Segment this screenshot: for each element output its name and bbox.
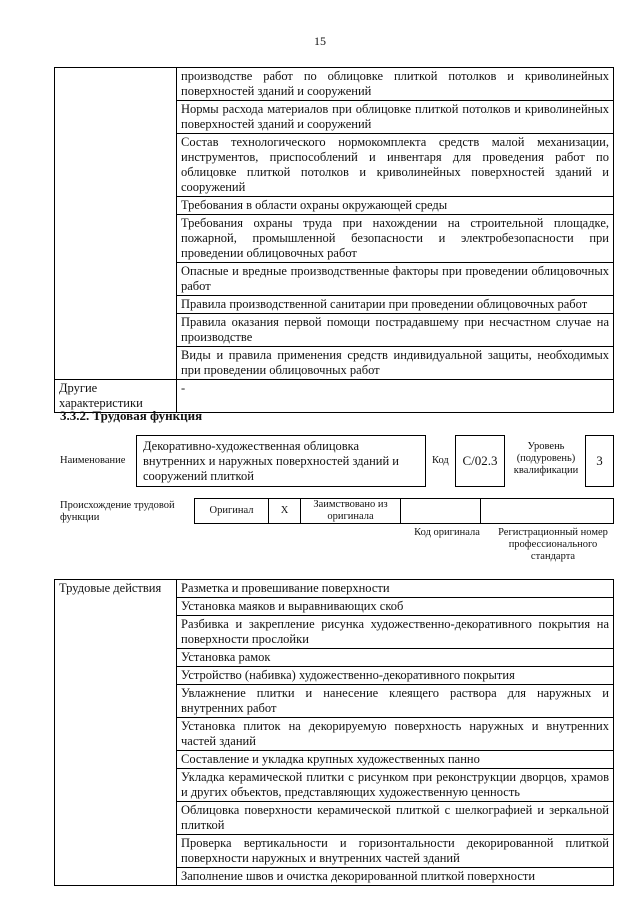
borrowed-label: Заимствовано из оригинала	[301, 499, 401, 524]
knowledge-item: Требования охраны труда при нахождении на строительной площадке, пожарной, промышленной безопасности и электробезопасности при проведении облицовочных работ	[177, 215, 614, 263]
origin-table	[194, 498, 614, 524]
section-heading: 3.3.2. Трудовая функция	[60, 408, 203, 423]
origin-label: Происхождение трудовой функции	[60, 500, 175, 523]
original-mark: X	[269, 499, 301, 524]
function-name-box: Декоративно-художественная облицовка внутренних и наружных поверхностей зданий и сооружений плиткой	[136, 435, 426, 487]
original-label: Оригинал	[195, 499, 269, 524]
reg-number-caption: Регистрационный номер профессионального стандарта	[498, 527, 608, 562]
other-characteristics-label: Другие характеристики	[55, 380, 177, 413]
table-row	[195, 499, 614, 524]
original-code-cell	[401, 499, 481, 524]
reg-number-cell	[481, 499, 614, 524]
knowledge-table	[54, 67, 614, 413]
function-code-box: C/02.3	[455, 435, 505, 487]
other-characteristics-value: -	[177, 380, 614, 413]
action-item: Облицовка поверхности керамической плиткой с шелкографией и зеркальной плиткой	[177, 802, 614, 835]
actions-label: Трудовые действия	[55, 580, 177, 886]
knowledge-item: Правила оказания первой помощи пострадавшему при несчастном случае на производстве	[177, 314, 614, 347]
knowledge-item: Нормы расхода материалов при облицовке плиткой потолков и криволинейных поверхностей зданий и сооружений	[177, 101, 614, 134]
table-row	[55, 68, 614, 101]
action-item: Разбивка и закрепление рисунка художественно-декоративного покрытия на поверхности прослойки	[177, 616, 614, 649]
knowledge-item: Опасные и вредные производственные факторы при проведении облицовочных работ	[177, 263, 614, 296]
action-item: Составление и укладка крупных художественных панно	[177, 751, 614, 769]
page-number: 15	[314, 34, 326, 48]
code-label: Код	[432, 455, 449, 466]
name-label: Наименование	[60, 455, 126, 466]
action-item: Установка плиток на декорируемую поверхность наружных и внутренних частей зданий	[177, 718, 614, 751]
action-item: Укладка керамической плитки с рисунком при реконструкции дворцов, храмов и других объектов, представляющих художественную ценность	[177, 769, 614, 802]
original-code-caption: Код оригинала	[414, 527, 480, 538]
knowledge-item: Требования в области охраны окружающей среды	[177, 197, 614, 215]
knowledge-label-cell	[55, 68, 177, 380]
action-item: Устройство (набивка) художественно-декоративного покрытия	[177, 667, 614, 685]
action-item: Увлажнение плитки и нанесение клеящего раствора для наружных и внутренних работ	[177, 685, 614, 718]
level-label: Уровень (подуровень) квалификации	[513, 441, 579, 476]
action-item: Заполнение швов и очистка декорированной плиткой поверхности	[177, 868, 614, 886]
action-item: Разметка и провешивание поверхности	[177, 580, 614, 598]
knowledge-item: Правила производственной санитарии при проведении облицовочных работ	[177, 296, 614, 314]
knowledge-item: Виды и правила применения средств индивидуальной защиты, необходимых при проведении облицовочных работ	[177, 347, 614, 380]
table-row	[55, 580, 614, 598]
knowledge-item: Состав технологического нормокомплекта средств малой механизации, инструментов, приспособлений и инвентаря для проведения работ по облицовке плиткой потолков и криволинейных поверхностей зданий и сооружений	[177, 134, 614, 197]
action-item: Установка рамок	[177, 649, 614, 667]
action-item: Установка маяков и выравнивающих скоб	[177, 598, 614, 616]
action-item: Проверка вертикальности и горизонтальности декорированной плиткой поверхности наружных и внутренних частей зданий	[177, 835, 614, 868]
actions-table	[54, 579, 614, 886]
knowledge-item: производстве работ по облицовке плиткой потолков и криволинейных поверхностей зданий и сооружений	[177, 68, 614, 101]
level-box: 3	[585, 435, 614, 487]
